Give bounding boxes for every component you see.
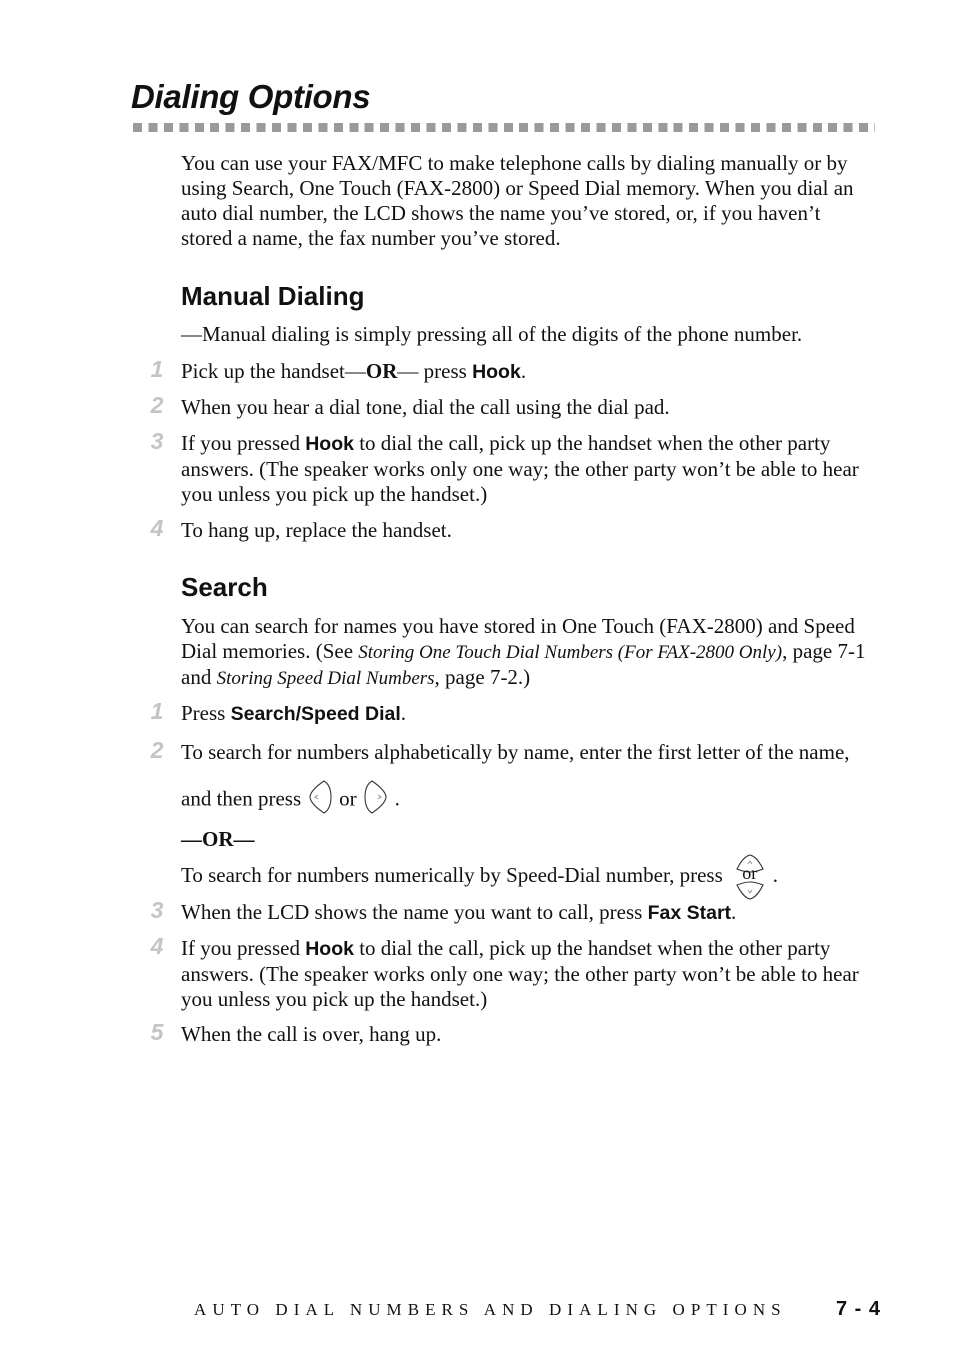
manual-step-2: When you hear a dial tone, dial the call using the dial pad. [181,395,670,419]
step-number: 2 [150,392,164,418]
intro-paragraph: You can use your FAX/MFC to make telephone calls by dialing manually or by using Search, One Touch (FAX-2800) or Speed Dial memory. When you dial an auto dial number, the LCD shows the name you’ve stored, or, if you haven’t stored a name, the fax number you’ve stored. [181,151,854,250]
hook-key-label: Hook [305,938,354,960]
search-step-1: Press Search/Speed Dial. [181,701,407,725]
manual-step-3: If you pressed Hook to dial the call, pick up the handset when the other party answers. (The speaker works only one way; the other party won’t be able to hear you unless you pick up the handset.) [181,431,859,506]
up-down-key-icon [733,853,767,901]
step-number: 1 [150,698,164,724]
hook-key-label: Hook [305,433,354,455]
right-arrow-key-icon [363,780,389,821]
search-intro: You can search for names you have stored in One Touch (FAX-2800) and Speed Dial memories. (See Storing One Touch Dial Numbers (For FAX-2800 Only), page 7-1 and Storing Speed Dial Numbers, page 7-2.) [181,614,866,689]
search-step-2-line1: To search for numbers alphabetically by name, enter the first letter of the name, [181,740,850,764]
step-number: 4 [150,515,164,541]
manual-dialing-heading: Manual Dialing [181,281,365,311]
search-step-4: If you pressed Hook to dial the call, pick up the handset when the other party answers. (The speaker works only one way; the other party won’t be able to hear you unless you pick up the handset.) [181,936,859,1011]
step-number: 1 [150,356,164,382]
manual-dialing-lead: —Manual dialing is simply pressing all of the digits of the phone number. [181,322,803,346]
search-step-5: When the call is over, hang up. [181,1022,442,1046]
step-number: 4 [150,933,164,959]
title-divider [133,123,875,132]
reference-speed-dial: Storing Speed Dial Numbers [216,668,435,689]
search-step-3: When the LCD shows the name you want to call, press Fax Start. [181,900,737,924]
page-title: Dialing Options [131,78,371,115]
fax-start-key-label: Fax Start [647,902,732,924]
footer-chapter-title: AUTO DIAL NUMBERS AND DIALING OPTIONS [194,1300,787,1319]
or-icon-label: or [742,863,758,884]
page-number: 7 - 4 [836,1298,882,1320]
search-step-2-line2: and then press or . [181,780,877,821]
hook-key-label: Hook [472,361,521,383]
step-number: 5 [150,1019,164,1045]
step-number: 2 [150,737,164,763]
step-number: 3 [150,897,164,923]
or-separator: —OR— [181,827,255,851]
search-step-2-alt: To search for numbers numerically by Speed-Dial number, press or . [181,860,877,891]
step-number: 3 [150,428,164,454]
manual-step-1: Pick up the handset—OR— press Hook. [181,359,527,383]
search-speed-dial-key-label: Search/Speed Dial [230,703,401,725]
manual-step-4: To hang up, replace the handset. [181,518,452,542]
search-heading: Search [181,572,268,602]
reference-one-touch: Storing One Touch Dial Numbers (For FAX-2800 Only) [358,642,783,663]
left-arrow-key-icon [307,780,333,821]
